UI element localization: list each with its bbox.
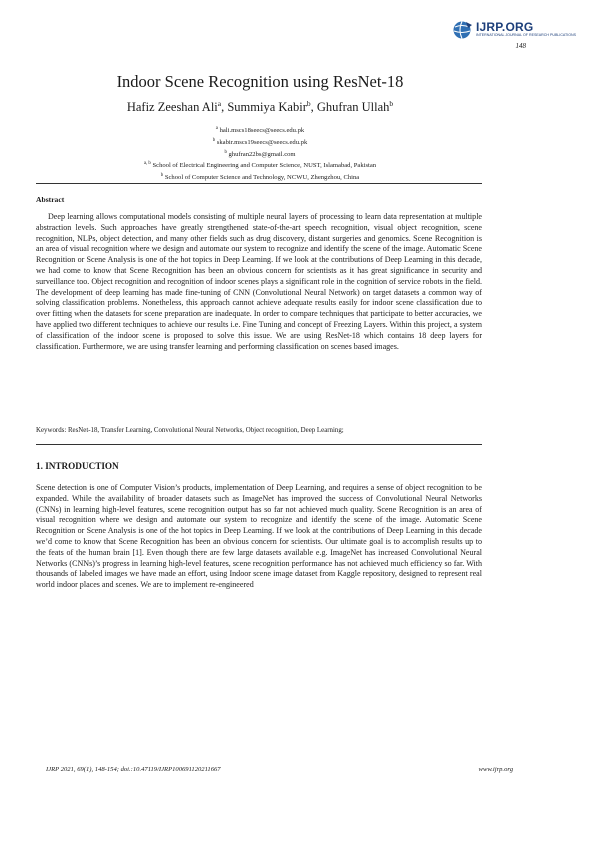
paper-title: Indoor Scene Recognition using ResNet-18 [116, 72, 404, 91]
journal-logo [452, 18, 577, 42]
affiliation-text: ghufran22bs@gmail.com [228, 150, 296, 158]
author-separator: , [310, 100, 317, 115]
divider [36, 183, 482, 184]
author-mark: b [306, 99, 311, 108]
author-name: Summiya Kabir [227, 100, 307, 115]
section-heading: 1. INTRODUCTION [36, 461, 119, 471]
affiliation-line [60, 148, 460, 160]
affiliation-line [60, 136, 460, 148]
footer-citation: IJRP 2021, 69(1), 148-154; doi.:10.47119/IJRP100691120211667 [46, 766, 221, 773]
affiliation-mark: b [212, 137, 216, 143]
logo-name: IJRP.ORG [476, 20, 534, 34]
abstract-body [36, 212, 482, 352]
affiliation-mark: a [215, 126, 218, 131]
affiliation-line [60, 124, 460, 136]
author-name: Hafiz Zeeshan Ali [126, 100, 218, 115]
author-separator: , [221, 100, 228, 115]
affiliation-mark: b [224, 149, 227, 155]
globe-icon [452, 20, 474, 40]
affiliation-list [60, 124, 460, 183]
logo-tagline: INTERNATIONAL JOURNAL OF RESEARCH PUBLICATIONS [476, 33, 577, 37]
affiliation-text: School of Computer Science and Technology, NCWU, Zhengzhou, China [164, 174, 360, 182]
affiliation-text: skabir.mscs19seecs@seecs.edu.pk [216, 138, 308, 146]
abstract-text: Deep learning allows computational models consisting of multiple neural layers of processing to learn data representation at multiple abstraction levels. Such approaches have greatly strengthened state-of-the-art speech recognition, visual object recognition, scene recognition, NLPs, object detection, and many other fields such as drug discovery, distant surgeries and genomics. Scene Recognition is an area of visual recognition where we design and automate our system to recognize and identify the scene of the image. Automatic Scene Recognition or Scene Analysis is one of the hot topics in Deep Learning. If we look at the contributions of Deep Learning in this decade, we had come to know that Scene Recognition has been an obvious concern for scientists as it has great significance in security and surveillance too. Object recognition and recognition of indoor scenes plays a significant role in the cognition of service robots in the field. The development of deep learning has made fine-tuning of CNN (Convolutional Neural Network) on target datasets a common way of solving classification problems. Nonetheless, this approach cannot achieve adequate results easily for indoor scene classification due to over fitting when the datasets for scene preparation are inadequate. In order to compare techniques that participate to better accuracies, we have applied two different techniques to achieve our results i.e. Fine Tuning and concept of Freezing Layers. Within this project, a system of classification of the indoor scene is proposed to solve this issue. We are using ResNet-18 which contains 18 deep layers for classification. Furthermore, we are using transfer learning and performing classification on scenes based images. [36, 212, 482, 351]
author-mark: b [389, 99, 394, 108]
footer-website: www.ijrp.org [478, 766, 513, 773]
keywords: Keywords: ResNet-18, Transfer Learning, Convolutional Neural Networks, Object recognition, Deep Learning; [36, 427, 344, 434]
author-list [60, 99, 460, 115]
paragraph: Scene detection is one of Computer Vision’s products, implementation of Deep Learning, and requires a sense of object recognition to be expanded. While the availability of broader datasets such as ImageNet has improved the success of Convolutional Neural Networks (CNNs) in learning high-level features, scene recognition output has so far not achieved much quality. Scene Recognition is an area of visual recognition where we design and automate our system to recognize and identify the scene of the image. Automatic Scene Recognition or Scene Analysis is one of the hot topics in Deep Learning. If we look at the contributions of Deep Learning in this decade we’d come to know that Scene Recognition has been an obvious concern for scientists. Our ultimate goal is to accomplish results up to the feats of the human brain [1]. Even though there are few large datasets available e.g. ImageNet has increased Convolutional Neural Networks (CNNs)’s progress in learning high-level features, scene recognition performance has not achieved much efficiency so far. With thousands of labeled images we have made an effort, using Indoor scene image dataset from Kaggle repository, designed to represent real world indoor places and scenes. We are to implement re-engineered [36, 483, 482, 590]
affiliation-text: School of Electrical Engineering and Computer Science, NUST, Islamabad, Pakistan [152, 162, 377, 170]
author-mark: a [217, 99, 222, 108]
author-name: Ghufran Ullah [316, 100, 390, 115]
affiliation-line [60, 171, 460, 183]
affiliation-mark: a, b [143, 161, 151, 167]
divider [36, 444, 482, 445]
affiliation-text: hali.mscs18seecs@seecs.edu.pk [219, 127, 305, 135]
affiliation-line [60, 159, 460, 171]
introduction-body [36, 483, 482, 591]
page-number: 148 [515, 42, 526, 50]
abstract-heading: Abstract [36, 195, 65, 204]
affiliation-mark: b [160, 173, 164, 179]
